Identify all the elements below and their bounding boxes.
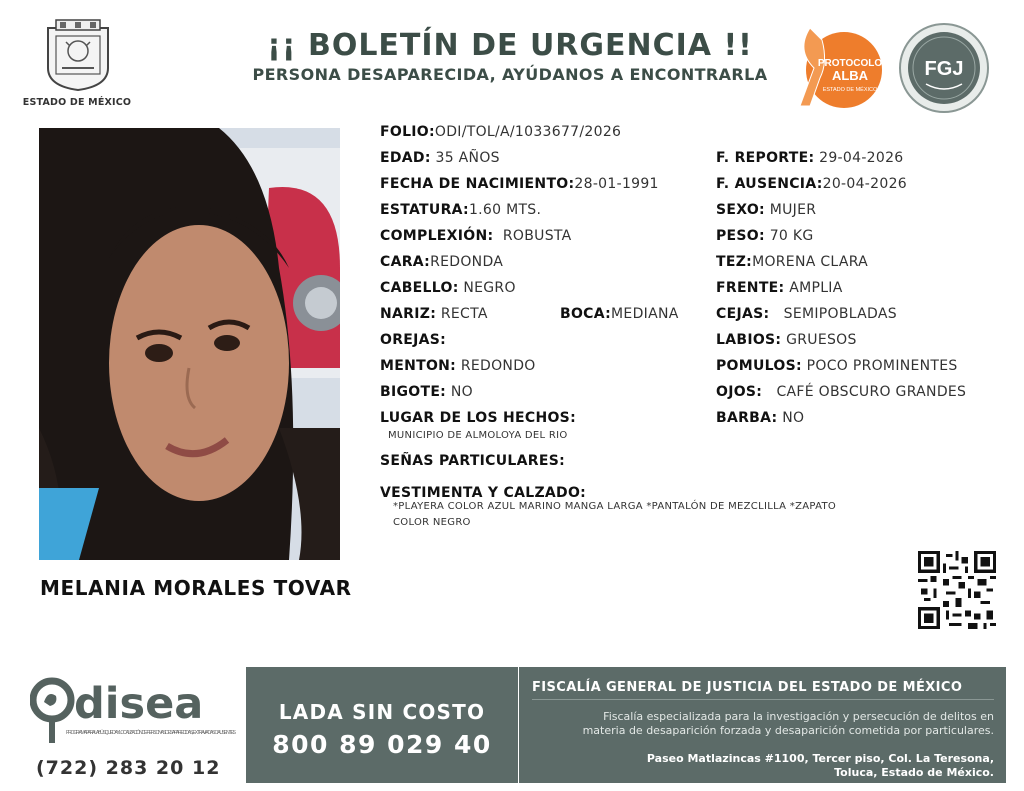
vestimenta-line-1: *PLAYERA COLOR AZUL MARINO MANGA LARGA *PANTALÓN DE MEZCLILLA *ZAPATO — [393, 501, 837, 512]
photo-illustration — [39, 128, 340, 560]
field-peso — [716, 228, 813, 244]
field-label: PESO: — [716, 228, 765, 244]
field-estatura — [380, 202, 541, 218]
field-nariz — [380, 306, 488, 322]
field-value: MUJER — [769, 202, 817, 218]
field-f-reporte — [716, 150, 904, 166]
field-label: OJOS: — [716, 384, 763, 400]
bulletin-title: ¡¡ BOLETÍN DE URGENCIA !! — [267, 28, 753, 63]
field-value: NO — [782, 410, 805, 426]
lada-label: LADA SIN COSTO — [278, 700, 486, 724]
field-label: EDAD: — [380, 150, 431, 166]
field-value: NEGRO — [463, 280, 516, 296]
estado-de-mexico-coat-of-arms — [42, 18, 114, 92]
field-menton — [380, 358, 536, 374]
field-value: MEDIANA — [611, 306, 679, 322]
field-label: CARA: — [380, 254, 431, 270]
fgj-seal — [898, 22, 990, 114]
field-value: 20-04-2026 — [822, 176, 907, 192]
field-label: FRENTE: — [716, 280, 785, 296]
field-value: ODI/TOL/A/1033677/2026 — [434, 124, 622, 140]
field-value: 29-04-2026 — [819, 150, 904, 166]
lada-panel — [246, 667, 518, 783]
field-label: COMPLEXIÓN: — [380, 228, 494, 244]
field-label: SEÑAS PARTICULARES: — [380, 453, 565, 469]
state-label: ESTADO DE MÉXICO — [22, 97, 132, 108]
lada-phone-number[interactable]: 800 89 029 40 — [272, 730, 492, 759]
field-lugar-hechos — [380, 410, 576, 426]
field-value: 35 AÑOS — [435, 150, 500, 166]
field-label: ESTATURA: — [380, 202, 469, 218]
alba-line3: ESTADO DE MÉXICO — [822, 87, 878, 93]
field-label: F. REPORTE: — [716, 150, 815, 166]
address-line-2: Toluca, Estado de México. — [834, 766, 994, 779]
field-label: NARIZ: — [380, 306, 437, 322]
fiscalia-description — [532, 710, 994, 738]
field-value: MORENA CLARA — [752, 254, 869, 270]
fiscalia-address — [532, 752, 994, 780]
vestimenta-line-2: COLOR NEGRO — [393, 517, 471, 528]
field-sexo — [716, 202, 816, 218]
field-value: RECTA — [440, 306, 488, 322]
field-label: F. AUSENCIA: — [716, 176, 823, 192]
field-f-ausencia — [716, 176, 907, 192]
field-label: VESTIMENTA Y CALZADO: — [380, 485, 587, 501]
field-folio — [380, 124, 621, 140]
odisea-tagline: PROGRAMA PARA LA BÚSQUEDA Y LOCALIZACIÓN DE PERSONAS DESAPARECIDAS, EXTRAVIADAS O AUSENTES — [66, 730, 237, 736]
field-vestimenta — [380, 485, 586, 501]
protocolo-alba-badge — [788, 22, 888, 112]
field-lugar-hechos-value: MUNICIPIO DE ALMOLOYA DEL RIO — [388, 430, 568, 441]
field-pomulos — [716, 358, 958, 374]
field-value: CAFÉ OBSCURO GRANDES — [776, 384, 967, 400]
field-edad — [380, 150, 500, 166]
field-value: POCO PROMINENTES — [806, 358, 958, 374]
field-value: 28-01-1991 — [574, 176, 659, 192]
alba-line2: ALBA — [831, 68, 869, 83]
field-label: CABELLO: — [380, 280, 459, 296]
qr-code[interactable] — [918, 551, 996, 629]
field-value: REDONDA — [430, 254, 504, 270]
field-ojos — [716, 384, 966, 400]
field-boca — [560, 306, 679, 322]
fgj-text: FGJ — [924, 58, 964, 80]
field-label: FOLIO: — [380, 124, 435, 140]
field-fecha-nacimiento — [380, 176, 659, 192]
field-cara — [380, 254, 503, 270]
field-value: 70 KG — [769, 228, 814, 244]
field-label: BARBA: — [716, 410, 778, 426]
field-value: SEMIPOBLADAS — [783, 306, 897, 322]
field-label: SEXO: — [716, 202, 765, 218]
field-senas — [380, 453, 565, 469]
field-cejas — [716, 306, 897, 322]
odisea-brand: disea — [74, 679, 204, 729]
missing-person-name: MELANIA MORALES TOVAR — [40, 576, 352, 600]
field-label: FECHA DE NACIMIENTO: — [380, 176, 575, 192]
field-value: ROBUSTA — [502, 228, 572, 244]
field-labios — [716, 332, 857, 348]
field-cabello — [380, 280, 516, 296]
fiscalia-desc-line-1: Fiscalía especializada para la investigación y persecución de delitos en — [603, 710, 994, 723]
field-tez — [716, 254, 868, 270]
fiscalia-divider — [532, 699, 994, 700]
field-value: GRUESOS — [786, 332, 857, 348]
bulletin-subtitle: PERSONA DESAPARECIDA, AYÚDANOS A ENCONTRARLA — [252, 65, 768, 84]
field-label: POMULOS: — [716, 358, 802, 374]
address-line-1: Paseo Matlazincas #1100, Tercer piso, Col. La Teresona, — [646, 752, 994, 765]
field-label: OREJAS: — [380, 332, 447, 348]
missing-person-photo — [39, 128, 340, 560]
field-label: TEZ: — [716, 254, 753, 270]
fiscalia-title: FISCALÍA GENERAL DE JUSTICIA DEL ESTADO DE MÉXICO — [532, 680, 963, 695]
field-label: CEJAS: — [716, 306, 770, 322]
odisea-phone[interactable]: (722) 283 20 12 — [36, 757, 221, 779]
fiscalia-desc-line-2: materia de desaparición forzada y desaparición cometida por particulares. — [582, 724, 994, 737]
field-complexion — [380, 228, 572, 244]
field-label: LUGAR DE LOS HECHOS: — [380, 410, 576, 426]
odisea-logo — [30, 676, 240, 748]
field-value: REDONDO — [460, 358, 536, 374]
field-label: BOCA: — [560, 306, 612, 322]
field-label: MENTON: — [380, 358, 457, 374]
field-frente — [716, 280, 843, 296]
field-value: AMPLIA — [789, 280, 843, 296]
field-value: 1.60 MTS. — [468, 202, 542, 218]
field-bigote — [380, 384, 473, 400]
alba-line1: PROTOCOLO — [817, 58, 883, 69]
field-label: BIGOTE: — [380, 384, 447, 400]
field-orejas — [380, 332, 446, 348]
field-value: NO — [450, 384, 473, 400]
field-barba — [716, 410, 804, 426]
field-label: LABIOS: — [716, 332, 782, 348]
